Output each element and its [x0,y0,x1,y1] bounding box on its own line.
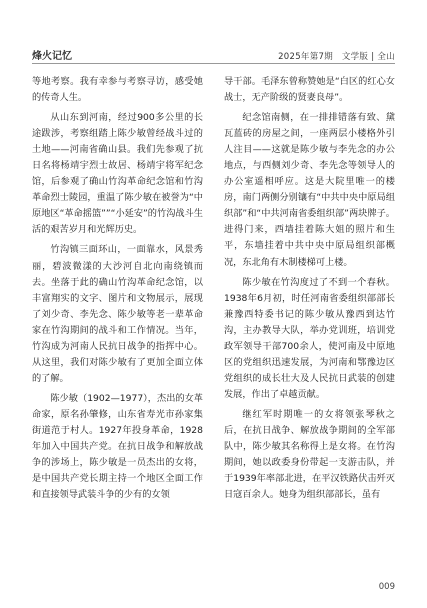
paragraph: 纪念馆南侧，在一排排错落有致、黛瓦蓝砖的房屋之间，一座两层小楼格外引人注目——这就是陈少敏与李先念的办公地点，与西侧刘少奇、李先念等领导人的办公室遥相呼应。这是大院里唯一的楼房，南门两侧分别镶有“中共中央中原局组织部”和“中共河南省委组织部”两块牌子。进得门来，西墙挂着陈大姐的照片和生平，东墙挂着中共中央中原局组织部概况，东北角有木制楼梯可上楼。 [224,112,395,268]
paragraph: 从山东到河南，经过900多公里的长途跋涉，考察组踏上陈少敏曾经战斗过的土地——河南省确山县。我们先参观了抗日名将杨靖宇烈士故居、杨靖宇将军纪念馆，后参观了确山竹沟革命纪念馆和竹沟革命烈士陵园，重温了陈少敏在被誉为“中原地区“革命摇篮””“小延安”的竹沟战斗生活的艰苦岁月和光辉历史。 [32,112,203,236]
header-rule [32,63,395,64]
running-header [32,46,395,62]
left-column [32,74,203,503]
page-number: 009 [378,582,395,592]
column-name: 烽火记忆 [32,51,72,62]
paragraph: 继红军时期唯一的女将领张琴秋之后，在抗日战争、解放战争期间的全军部队中，陈少敏其名称得上是女将。在竹沟期间，她以政委身份带起一支游击队，并于1939年率部北进，在平汉铁路伏击歼灭日寇百余人。她身为组织部部长，虽有 [224,408,395,501]
issue-info: 2025年第7期 文学版 | 全山 [278,52,395,62]
paragraph: 陈少敏（1902—1977），杰出的女革命家，原名孙肇修，山东省寿光市孙家集街道范于村人。1927年投身革命，1928年加入中国共产党。在抗日战争和解放战争的涉场上，陈少敏是一员杰出的女将，是中国共产党长期主持一个地区全面工作和直接领导武装斗争的少有的女领 [32,392,203,501]
paragraph: 等地考察。我有幸参与考察寻访，感受她的传奇人生。 [32,76,203,104]
paragraph: 陈少敏在竹沟度过了不到一个春秋。1938年6月初，时任河南省委组织部部长兼豫西特委书记的陈少敏从豫西到达竹沟，主办教导大队，举办党训班，培训党政军领导干部700余人，使河南及中原地区的党组织迅速发展，为河南和鄂豫边区党组织的成长壮大及人民抗日武装的创建发展，作出了卓越贡献。 [224,276,395,400]
right-column [224,74,395,503]
paragraph: 导干部。毛泽东曾称赞她是“白区的红心女战士，无产阶级的贤妻良母”。 [224,76,395,104]
paragraph: 竹沟镇三面环山，一面靠水，风景秀丽，碧波微漾的大沙河自北向南绕镇而去。坐落于此的确山竹沟革命纪念馆，以丰富翔实的文字、图片和文物展示，展现了刘少奇、李先念、陈少敏等老一辈革命家在竹沟期间的战斗和工作情况。当年，竹沟成为河南人民抗日战争的指挥中心。从这里，我们对陈少敏有了更加全面立体的了解。 [32,244,203,384]
